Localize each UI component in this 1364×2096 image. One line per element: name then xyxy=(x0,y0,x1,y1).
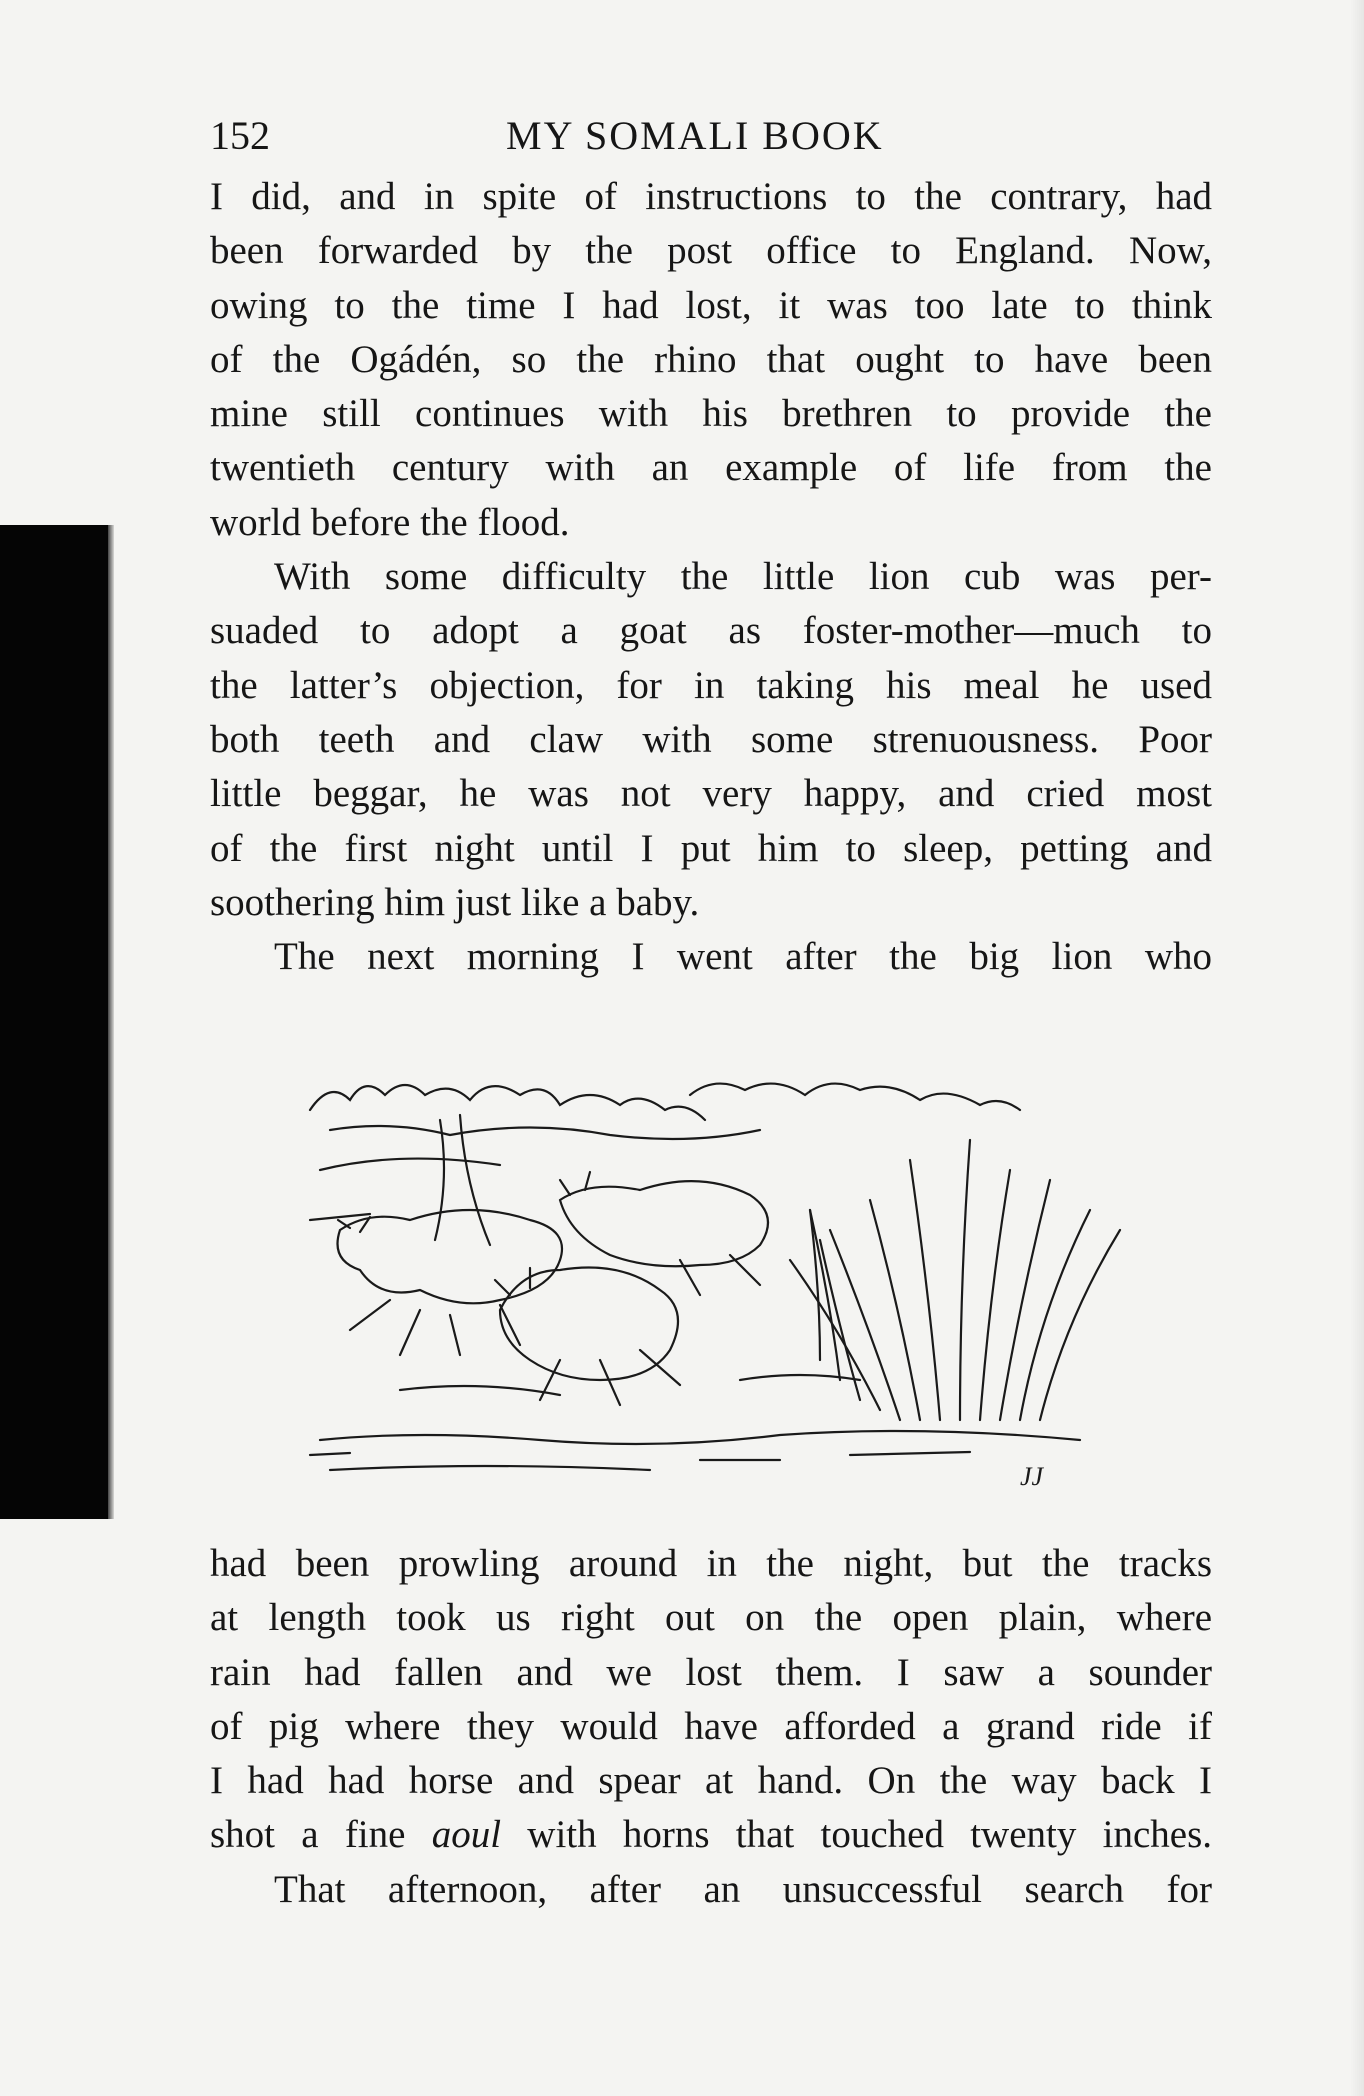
text-line: of the Ogádén, so the rhino that ought to have been xyxy=(210,337,1212,381)
text-line: been forwarded by the post office to England. Now, xyxy=(210,229,1212,273)
text-line: soothering him just like a baby. xyxy=(210,880,700,924)
text-line: world before the flood. xyxy=(210,500,570,544)
text-line: owing to the time I had lost, it was too late to think xyxy=(210,283,1212,327)
paragraphs-bottom xyxy=(210,1537,1212,1917)
text-line: That afternoon, after an unsuccessful search for xyxy=(274,1867,1212,1911)
text-line: had been prowling around in the night, but the tracks xyxy=(210,1542,1212,1585)
warthog-illustration xyxy=(300,1060,1140,1490)
illustration-drawing xyxy=(300,1060,1140,1490)
illustration-signature: JJ xyxy=(1020,1462,1044,1490)
text-line: I had had horse and spear at hand. On the way back I xyxy=(210,1759,1212,1803)
text-line xyxy=(210,1808,1212,1862)
text-line: rain had fallen and we lost them. I saw a sounder xyxy=(210,1650,1212,1694)
text-line: at length took us right out on the open plain, where xyxy=(210,1596,1212,1640)
text-line: With some difficulty the little lion cub was per- xyxy=(274,555,1212,599)
page-header xyxy=(210,112,1210,172)
text-line: of the first night until I put him to sleep, petting and xyxy=(210,826,1212,870)
page-number: 152 xyxy=(210,113,270,158)
text-line: little beggar, he was not very happy, and cried most xyxy=(210,772,1212,816)
italic-word: aoul xyxy=(431,1813,502,1857)
text-line: I did, and in spite of instructions to the contrary, had xyxy=(210,175,1212,218)
text-segment: shot a fine xyxy=(210,1813,432,1857)
text-line: mine still continues with his brethren to provide the xyxy=(210,392,1212,436)
text-line: both teeth and claw with some strenuousness. Poor xyxy=(210,717,1212,761)
text-line: suaded to adopt a goat as foster-mother—much to xyxy=(210,609,1212,653)
text-line: twentieth century with an example of life from the xyxy=(210,446,1212,490)
text-line: the latter’s objection, for in taking his meal he used xyxy=(210,663,1212,707)
text-segment: with horns that touched twenty inches. xyxy=(501,1813,1212,1857)
paragraphs-top xyxy=(210,170,1212,984)
text-line: of pig where they would have afforded a grand ride if xyxy=(210,1704,1212,1748)
running-head: MY SOMALI BOOK xyxy=(506,113,884,158)
text-line: The next morning I went after the big lion who xyxy=(274,935,1212,979)
black-tab-margin xyxy=(0,525,108,1519)
page-edge xyxy=(1350,0,1364,2096)
